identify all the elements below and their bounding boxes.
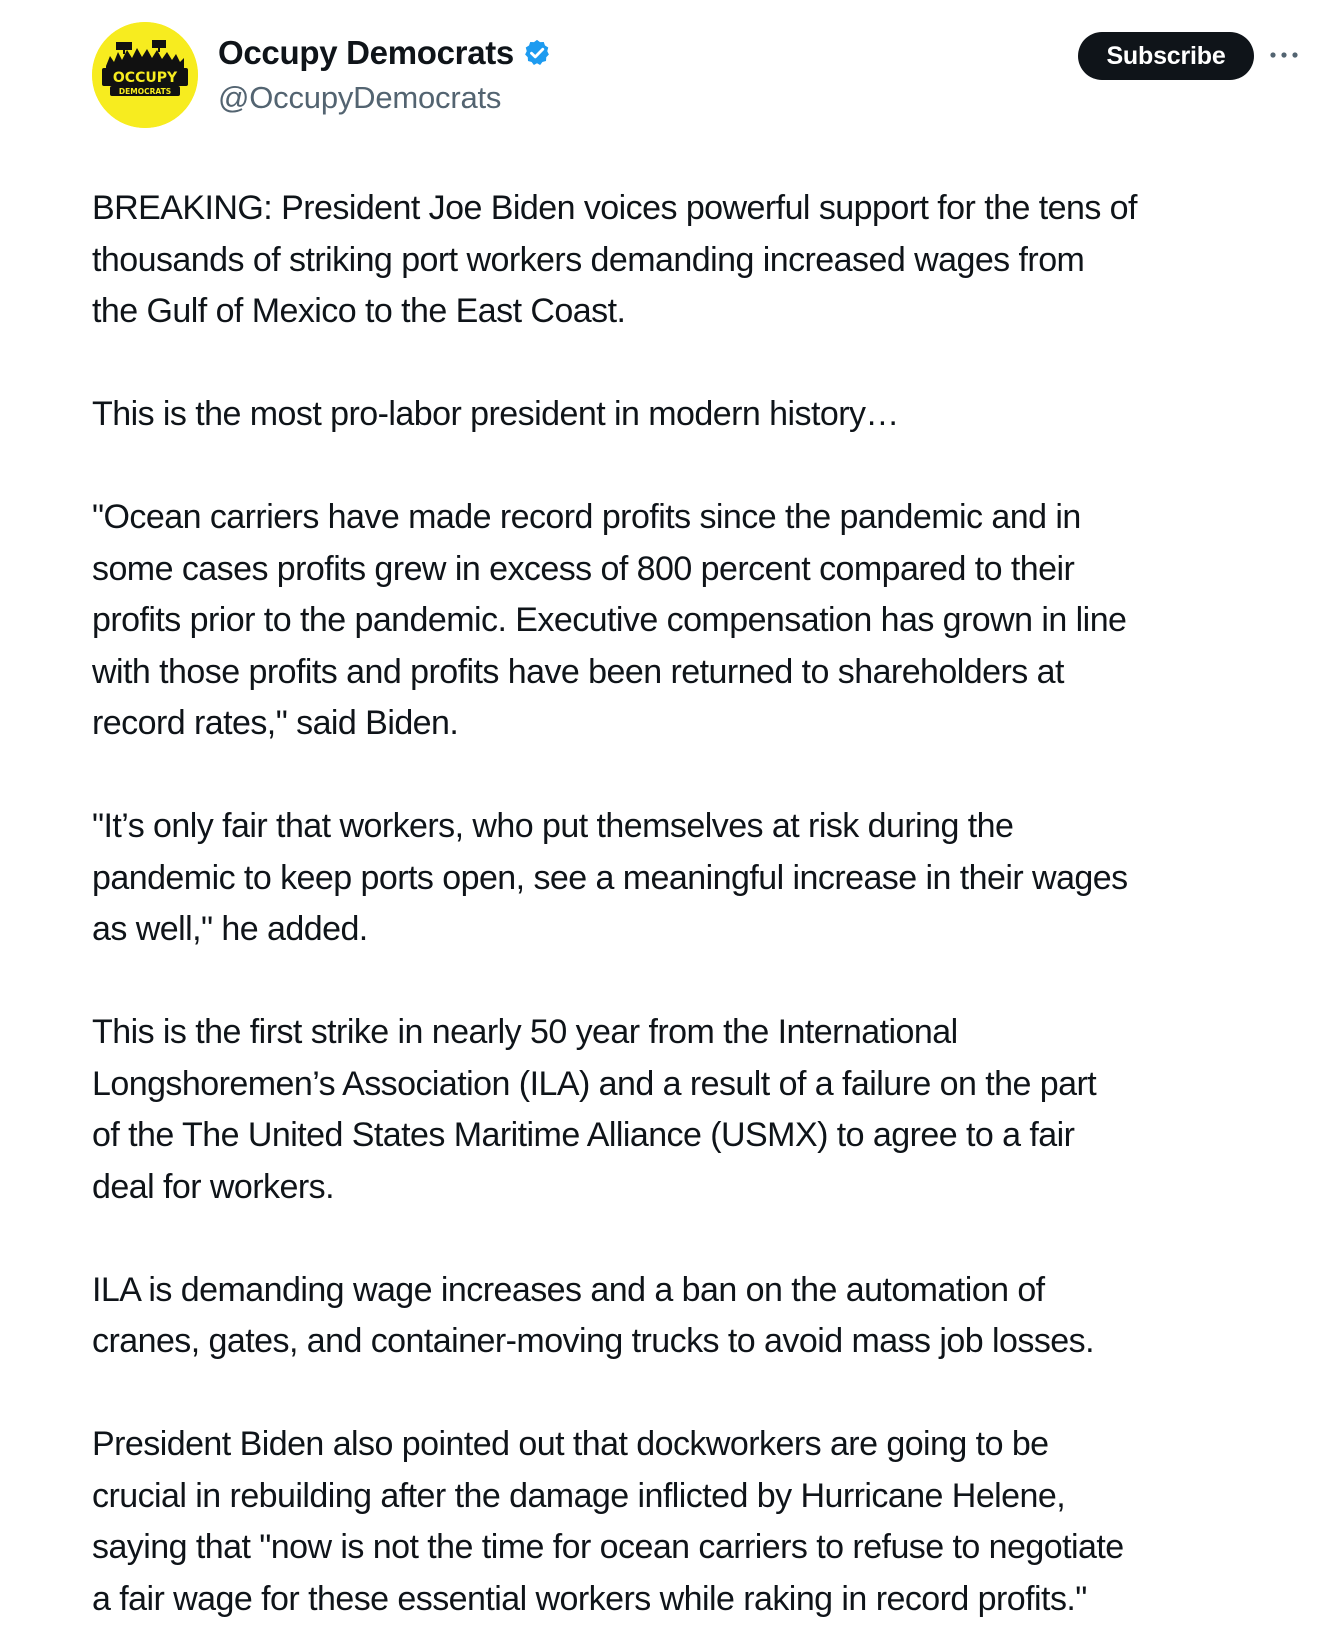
tweet-header — [92, 22, 1322, 132]
subscribe-button[interactable]: Subscribe — [1078, 32, 1254, 80]
author-handle[interactable]: @OccupyDemocrats — [218, 80, 502, 115]
verified-badge-icon[interactable] — [522, 38, 552, 68]
tweet-paragraph: President Biden also pointed out that dockworkers are going to be crucial in rebuilding after the damage inflicted by Hurricane Helene, saying that "now is not the time for ocean carriers to refuse to negotiate a fair wage for these essential workers while raking in record profits." — [92, 1425, 1124, 1618]
avatar-text-top: OCCUPY — [112, 70, 178, 86]
tweet-paragraph: This is the first strike in nearly 50 year from the International Longshoremen’s Association (ILA) and a result of a failure on the part of the The United States Maritime Alliance (USMX) to agree to a fair deal for workers. — [92, 1013, 1097, 1206]
tweet-paragraph: BREAKING: President Joe Biden voices powerful support for the tens of thousands of striking port workers demanding increased wages from the Gulf of Mexico to the East Coast. — [92, 189, 1137, 330]
display-name-row — [218, 32, 552, 74]
tweet-paragraph: "Ocean carriers have made record profits since the pandemic and in some cases profits grew in excess of 800 percent compared to their profits prior to the pandemic. Executive compensation has grown in line with those profits and profits have been returned to shareholders at record rates," said Biden. — [92, 498, 1127, 742]
avatar[interactable] — [92, 22, 198, 128]
occupy-democrats-logo-icon — [92, 22, 198, 128]
avatar-text-bottom: DEMOCRATS — [118, 87, 172, 96]
tweet-paragraph: "It’s only fair that workers, who put themselves at risk during the pandemic to keep ports open, see a meaningful increase in their wages as well," he added. — [92, 807, 1128, 948]
tweet-paragraph: ILA is demanding wage increases and a ban on the automation of cranes, gates, and container-moving trucks to avoid mass job losses. — [92, 1270, 1094, 1360]
display-name[interactable]: Occupy Democrats — [218, 34, 514, 71]
more-horizontal-icon[interactable] — [1266, 40, 1302, 70]
tweet-paragraph: This is the most pro-labor president in modern history… — [92, 395, 899, 433]
tweet-text — [92, 183, 1322, 1625]
author-info — [218, 32, 552, 116]
